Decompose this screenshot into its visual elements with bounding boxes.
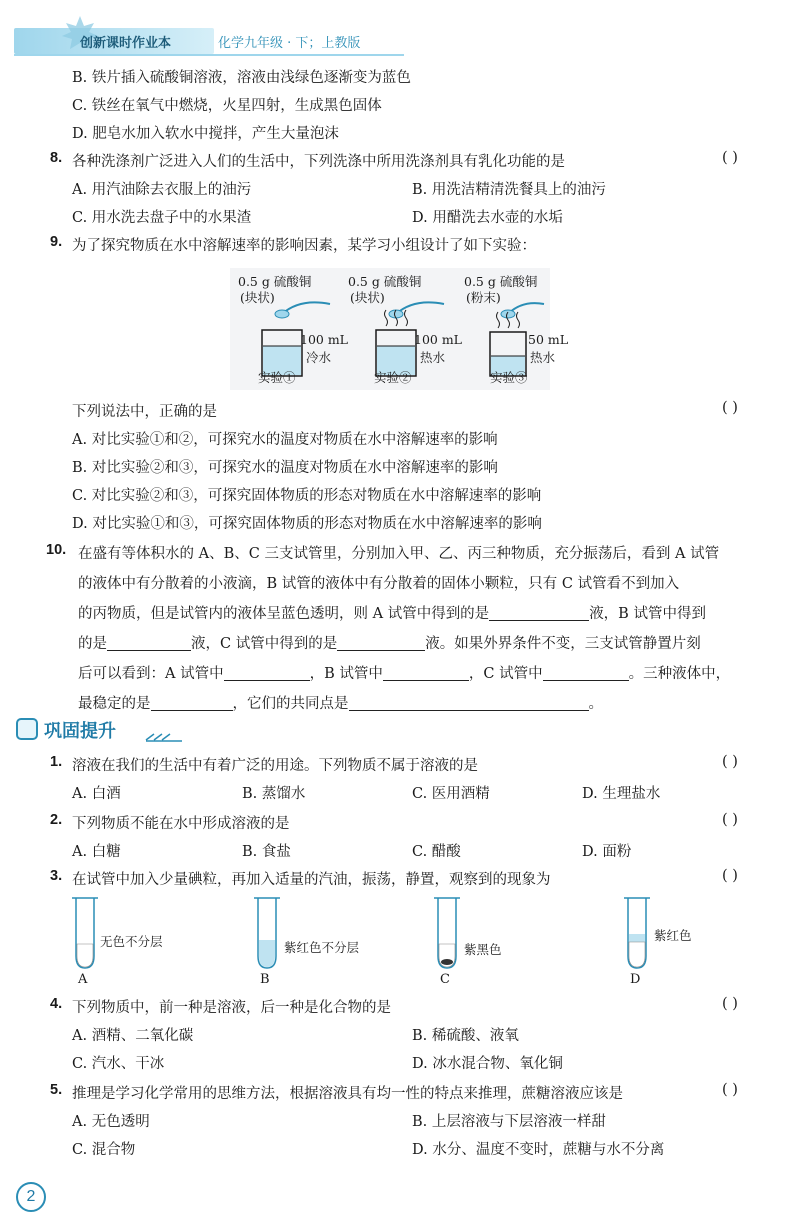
option-a: A. 对比实验①和②，可探究水的温度对物质在水中溶解速率的影响	[72, 432, 498, 448]
experiment-label: 实验③	[490, 370, 528, 385]
answer-blank[interactable]	[337, 635, 425, 651]
q10-line: 的是 液，C 试管中得到的是 液。如果外界条件不变，三支试管静置片刻	[78, 636, 701, 652]
section-title: 巩固提升	[44, 721, 116, 742]
question-number: 1.	[50, 754, 63, 770]
solute-form: (块状)	[240, 290, 275, 305]
question-number: 10.	[46, 542, 67, 558]
question-number: 9.	[50, 234, 63, 250]
section-icon	[16, 718, 38, 740]
tube-label: A	[78, 972, 88, 987]
question-stem: 下列物质不能在水中形成溶液的是	[72, 816, 290, 832]
option-c: C. 醋酸	[412, 844, 461, 860]
answer-paren: ( )	[722, 996, 738, 1012]
page-number: 2	[16, 1182, 46, 1212]
tube-note: 紫红色不分层	[284, 940, 360, 955]
q10-line: 的丙物质，但是试管内的液体呈蓝色透明，则 A 试管中得到的是 液，B 试管中得到	[78, 606, 706, 622]
water-label: 冷水	[306, 350, 332, 365]
option-d: D. 生理盐水	[582, 786, 661, 802]
answer-paren: ( )	[722, 812, 738, 828]
tube-label: D	[630, 972, 641, 987]
option-c: C. 用水洗去盘子中的水果渣	[72, 210, 252, 226]
option-line: B. 铁片插入硫酸铜溶液，溶液由浅绿色逐渐变为蓝色	[72, 70, 411, 86]
answer-blank[interactable]	[107, 635, 191, 651]
answer-paren: ( )	[722, 754, 738, 770]
test-tube-icon	[70, 896, 100, 972]
q10-line: 的液体中有分散着的小液滴，B 试管的液体中有分散着的固体小颗粒，只有 C 试管看不到加入	[78, 576, 680, 592]
book-title: 创新课时作业本	[80, 36, 172, 51]
option-a: A. 白酒	[72, 786, 121, 802]
solute-label: 0.5 g 硫酸铜	[464, 274, 538, 289]
option-c: C. 医用酒精	[412, 786, 490, 802]
test-tube-icon	[252, 896, 282, 972]
question-stem: 在试管中加入少量碘粒，再加入适量的汽油，振荡，静置，观察到的现象为	[72, 872, 551, 888]
option-b: B. 蒸馏水	[242, 786, 306, 802]
book-subtitle: 化学九年级 · 下；上教版	[218, 36, 361, 51]
answer-blank[interactable]	[383, 665, 469, 681]
option-b: B. 用洗洁精清洗餐具上的油污	[412, 182, 606, 198]
question-stem: 各种洗涤剂广泛进入人们的生活中，下列洗涤中所用洗涤剂具有乳化功能的是	[72, 154, 565, 170]
tube-label: C	[440, 972, 450, 987]
question-number: 2.	[50, 812, 63, 828]
option-c: C. 混合物	[72, 1142, 136, 1158]
solute-label: 0.5 g 硫酸铜	[348, 274, 422, 289]
volume-label: 100 mL	[300, 332, 348, 347]
header-rule	[14, 54, 404, 56]
q10-line: 后可以看到：A 试管中 ，B 试管中 ，C 试管中 。三种液体中，	[78, 666, 731, 682]
option-a: A. 无色透明	[72, 1114, 150, 1130]
answer-blank[interactable]	[349, 695, 589, 711]
answer-paren: ( )	[722, 1082, 738, 1098]
solute-form: (粉末)	[466, 290, 501, 305]
question-lead: 下列说法中，正确的是	[72, 404, 217, 420]
tube-note: 紫黑色	[464, 942, 502, 957]
q10-line: 最稳定的是 ，它们的共同点是 。	[78, 696, 603, 712]
option-a: A. 用汽油除去衣服上的油污	[72, 182, 252, 198]
option-c: C. 对比实验②和③，可探究固体物质的形态对物质在水中溶解速率的影响	[72, 488, 542, 504]
option-b: B. 对比实验②和③，可探究水的温度对物质在水中溶解速率的影响	[72, 460, 498, 476]
answer-paren: ( )	[722, 868, 738, 884]
answer-paren: ( )	[722, 400, 738, 416]
q10-line: 在盛有等体积水的 A、B、C 三支试管里，分别加入甲、乙、丙三种物质，充分振荡后，看到 A 试管	[78, 546, 720, 562]
volume-label: 100 mL	[414, 332, 462, 347]
water-label: 热水	[530, 350, 556, 365]
option-d: D. 对比实验①和③，可探究固体物质的形态对物质在水中溶解速率的影响	[72, 516, 542, 532]
option-line: C. 铁丝在氧气中燃烧，火星四射，生成黑色固体	[72, 98, 382, 114]
option-d: D. 冰水混合物、氧化铜	[412, 1056, 563, 1072]
solute-label: 0.5 g 硫酸铜	[238, 274, 312, 289]
test-tube-icon	[432, 896, 462, 972]
question-number: 4.	[50, 996, 63, 1012]
answer-paren: ( )	[722, 150, 738, 166]
question-stem: 推理是学习化学常用的思维方法，根据溶液具有均一性的特点来推理，蔗糖溶液应该是	[72, 1086, 623, 1102]
question-number: 5.	[50, 1082, 63, 1098]
option-d: D. 面粉	[582, 844, 632, 860]
section-deco-icon	[144, 732, 184, 742]
tube-note: 无色不分层	[100, 934, 163, 949]
tube-note: 紫红色	[654, 928, 692, 943]
option-a: A. 白糖	[72, 844, 121, 860]
option-d: D. 用醋洗去水壶的水垢	[412, 210, 563, 226]
test-tube-icon	[622, 896, 652, 972]
answer-blank[interactable]	[489, 605, 589, 621]
question-stem: 为了探究物质在水中溶解速率的影响因素，某学习小组设计了如下实验：	[72, 238, 536, 254]
option-b: B. 稀硫酸、液氧	[412, 1028, 519, 1044]
solute-form: (块状)	[350, 290, 385, 305]
answer-blank[interactable]	[224, 665, 310, 681]
answer-blank[interactable]	[543, 665, 629, 681]
option-d: D. 水分、温度不变时，蔗糖与水不分离	[412, 1142, 665, 1158]
question-stem: 下列物质中，前一种是溶液，后一种是化合物的是	[72, 1000, 391, 1016]
question-number: 8.	[50, 150, 63, 166]
question-stem: 溶液在我们的生活中有着广泛的用途。下列物质不属于溶液的是	[72, 758, 478, 774]
option-line: D. 肥皂水加入软水中搅拌，产生大量泡沫	[72, 126, 339, 142]
tube-label: B	[260, 972, 270, 987]
water-label: 热水	[420, 350, 446, 365]
question-number: 3.	[50, 868, 63, 884]
experiment-label: 实验①	[258, 370, 296, 385]
option-a: A. 酒精、二氧化碳	[72, 1028, 194, 1044]
option-b: B. 食盐	[242, 844, 291, 860]
experiment-label: 实验②	[374, 370, 412, 385]
answer-blank[interactable]	[151, 695, 233, 711]
option-c: C. 汽水、干冰	[72, 1056, 165, 1072]
volume-label: 50 mL	[528, 332, 569, 347]
option-b: B. 上层溶液与下层溶液一样甜	[412, 1114, 606, 1130]
